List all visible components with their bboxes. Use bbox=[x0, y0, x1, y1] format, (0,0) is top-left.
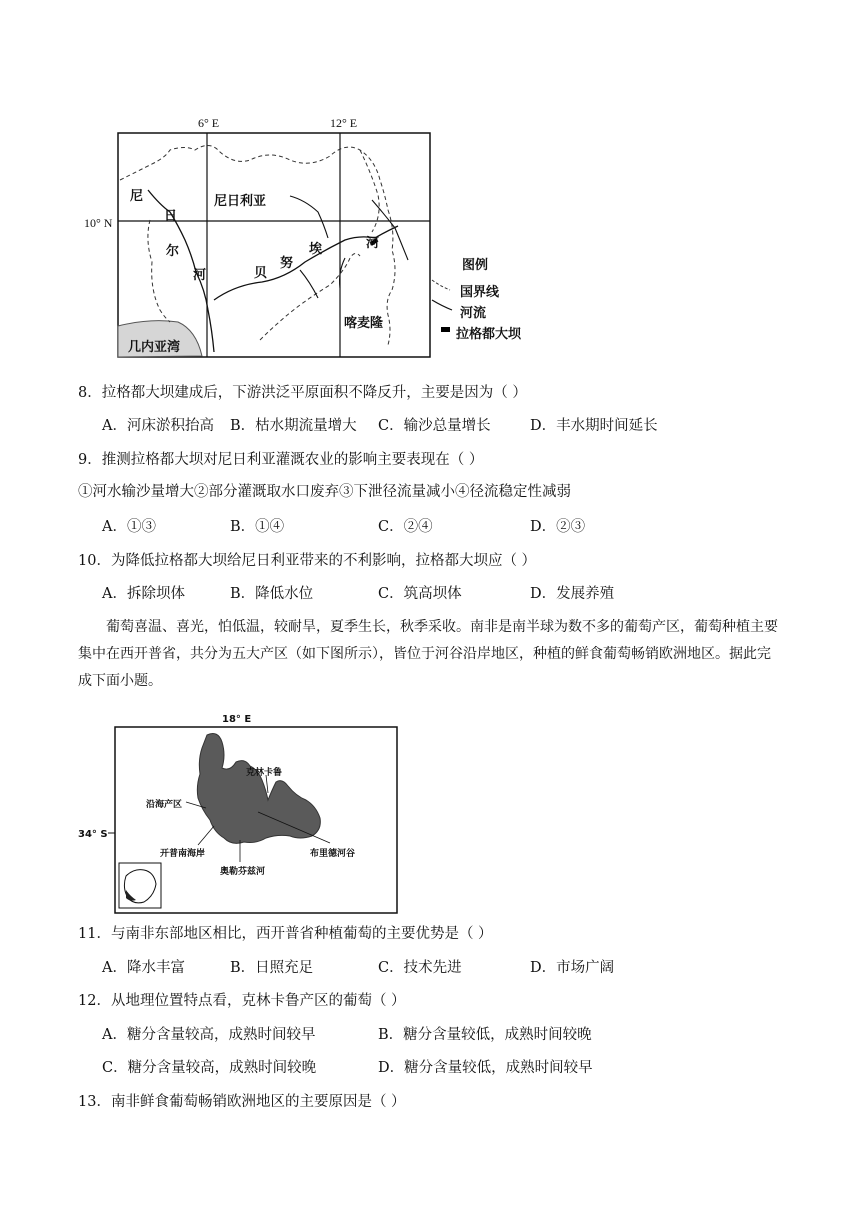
label-cameroon: 喀麦隆 bbox=[344, 316, 384, 331]
question-12-stem: 12．从地理位置特点看，克林卡鲁产区的葡萄（ ） bbox=[78, 993, 406, 1009]
label-gulf-of-guinea: 几内亚湾 bbox=[128, 340, 181, 355]
legend-border-label: 国界线 bbox=[460, 285, 500, 300]
leader-cape-south bbox=[198, 826, 214, 845]
question-12-option-d: D．糖分含量较低，成熟时间较早 bbox=[378, 1060, 593, 1076]
longitude-label-12e: 12° E bbox=[330, 116, 358, 130]
question-9-option-d: D．②③ bbox=[530, 519, 586, 535]
label-benue-2: 努 bbox=[280, 256, 294, 271]
label-niger-4: 河 bbox=[193, 268, 207, 283]
legend-dam-label: 拉格都大坝 bbox=[456, 327, 522, 342]
label-benue-4: 河 bbox=[366, 236, 380, 251]
question-8-option-b: B．枯水期流量增大 bbox=[230, 418, 357, 434]
longitude-label-6e: 6° E bbox=[198, 116, 220, 130]
question-11-stem: 11．与南非东部地区相比，西开普省种植葡萄的主要优势是（ ） bbox=[78, 926, 493, 942]
label-niger-1: 尼 bbox=[130, 189, 144, 204]
label-niger-2: 日 bbox=[164, 209, 178, 224]
label-nigeria: 尼日利亚 bbox=[214, 194, 267, 209]
question-9-option-c: C．②④ bbox=[378, 519, 433, 535]
question-9-items: ①河水输沙量增大②部分灌溉取水口废弃③下泄径流量减小④径流稳定性减弱 bbox=[78, 484, 571, 500]
legend-river-label: 河流 bbox=[460, 306, 487, 321]
grape-region-area bbox=[197, 734, 320, 844]
question-12-option-c: C．糖分含量较高，成熟时间较晚 bbox=[102, 1060, 317, 1076]
legend-title: 图例 bbox=[462, 258, 489, 273]
question-12-option-a: A．糖分含量较高，成熟时间较早 bbox=[102, 1027, 316, 1043]
question-8-option-d: D．丰水期时间延长 bbox=[530, 418, 658, 434]
longitude-label-18e: 18° E bbox=[222, 714, 252, 725]
label-benue-1: 贝 bbox=[254, 266, 268, 281]
question-10-option-b: B．降低水位 bbox=[230, 586, 314, 602]
label-cape-south-coast: 开普南海岸 bbox=[160, 849, 206, 859]
question-13-stem: 13．南非鲜食葡萄畅销欧洲地区的主要原因是（ ） bbox=[78, 1094, 406, 1110]
label-benue-3: 埃 bbox=[309, 242, 323, 257]
reading-passage: 葡萄喜温、喜光，怕低温，较耐旱，夏季生长，秋季采收。南非是南半球为数不多的葡萄产区，葡萄种植主要集中在西开普省，共分为五大产区（如下图所示），皆位于河谷沿岸地区，种植的鲜食葡萄畅销欧洲地区。据此完成下面小题。 bbox=[78, 619, 778, 689]
label-breede-river-valley: 布里德河谷 bbox=[310, 849, 356, 859]
label-niger-3: 尔 bbox=[166, 244, 180, 259]
question-9-option-b: B．①④ bbox=[230, 519, 285, 535]
question-8-option-c: C．输沙总量增长 bbox=[378, 418, 491, 434]
label-klein-karoo: 克林卡鲁 bbox=[246, 768, 283, 778]
question-10-stem: 10．为降低拉格都大坝给尼日利亚带来的不利影响，拉格都大坝应（ ） bbox=[78, 553, 537, 569]
question-11-option-b: B．日照充足 bbox=[230, 960, 314, 976]
question-11-option-c: C．技术先进 bbox=[378, 960, 462, 976]
question-8-stem: 8．拉格都大坝建成后，下游洪泛平原面积不降反升，主要是因为（ ） bbox=[78, 385, 527, 401]
question-11-option-a: A．降水丰富 bbox=[102, 960, 185, 976]
question-10-option-a: A．拆除坝体 bbox=[102, 586, 185, 602]
question-8-option-a: A．河床淤积抬高 bbox=[102, 418, 214, 434]
question-12-option-b: B．糖分含量较低，成熟时间较晚 bbox=[378, 1027, 592, 1043]
question-9-option-a: A．①③ bbox=[102, 519, 156, 535]
question-9-stem: 9．推测拉格都大坝对尼日利亚灌溉农业的影响主要表现在（ ） bbox=[78, 452, 484, 468]
label-coastal-region: 沿海产区 bbox=[146, 800, 183, 810]
label-olifants-river: 奥勒芬兹河 bbox=[220, 867, 266, 877]
latitude-label-10n: 10° N bbox=[84, 216, 113, 230]
latitude-label-34s: 34° S bbox=[78, 829, 108, 840]
question-10-option-d: D．发展养殖 bbox=[530, 586, 615, 602]
question-10-option-c: C．筑高坝体 bbox=[378, 586, 462, 602]
question-11-option-d: D．市场广阔 bbox=[530, 960, 615, 976]
